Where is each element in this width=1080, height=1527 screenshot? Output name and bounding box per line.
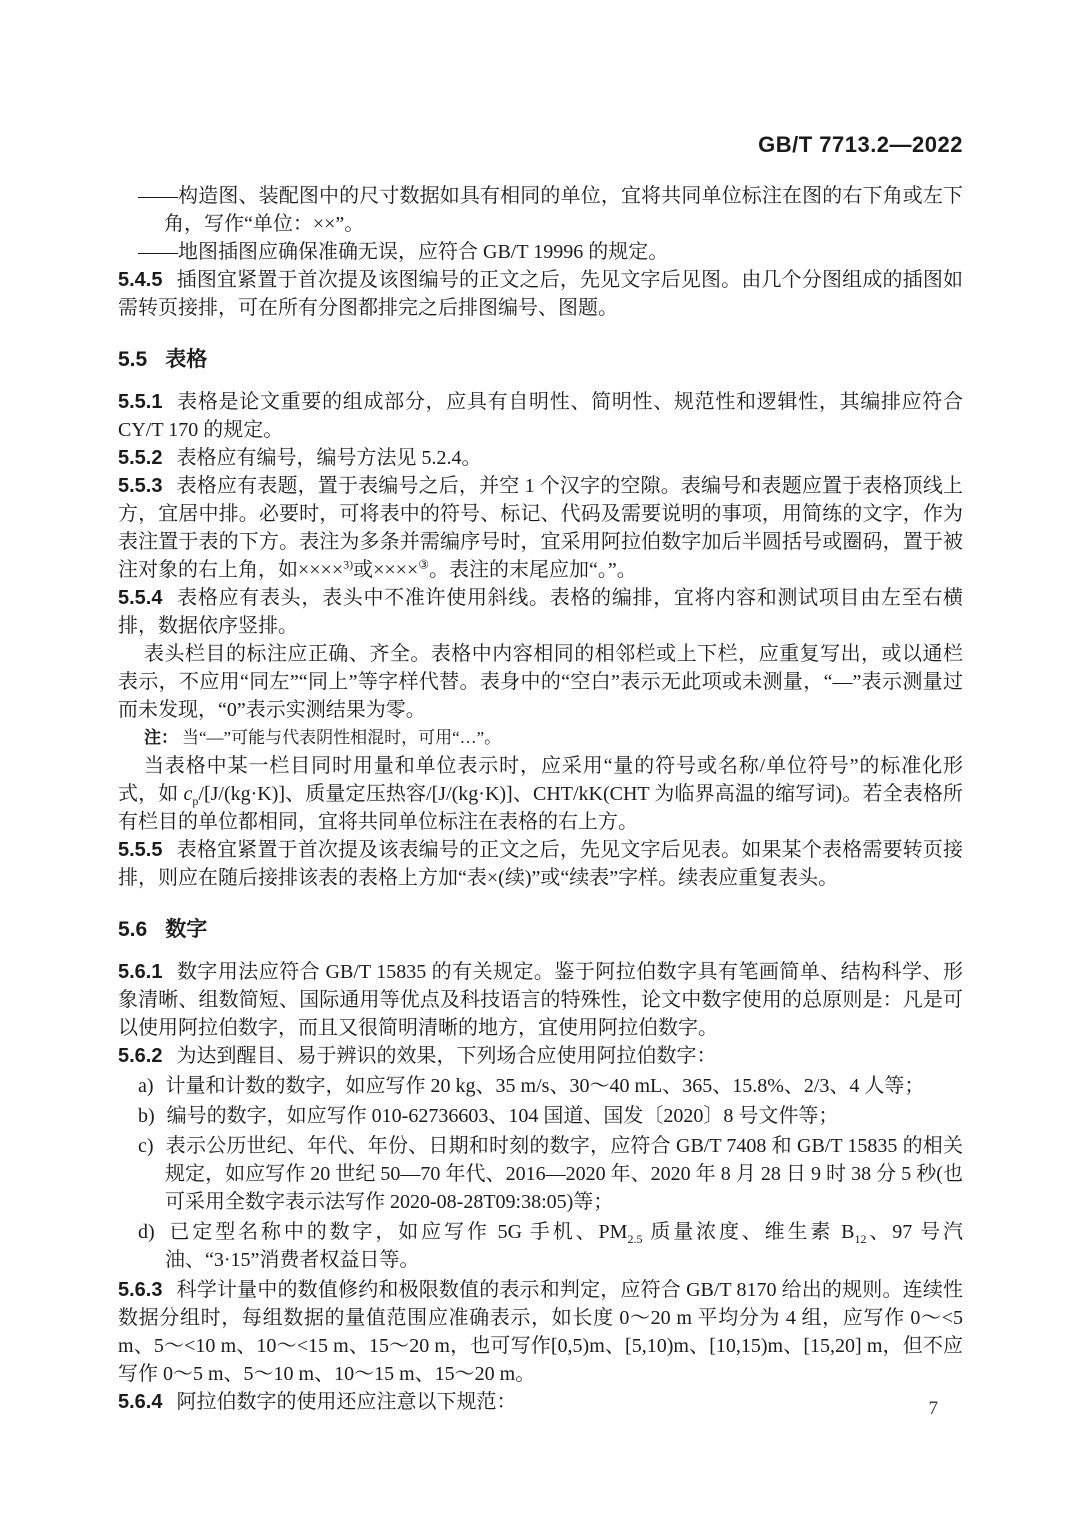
clause-5-6-1 <box>118 958 963 1042</box>
list-item-label: c) <box>138 1135 154 1157</box>
clause-text: 或×××× <box>353 559 419 581</box>
paragraph-table-header-columns: 表头栏目的标注应正确、齐全。表格中内容相同的相邻栏或上下栏，应重复写出，或以通栏表示，不应用“同左”“同上”等字样代替。表身中的“空白”表示无此项或未测量，“—”表示测量过而未发现，“0”表示实测结果为零。 <box>118 643 963 721</box>
quantity-symbol: c <box>183 783 193 805</box>
list-item-text: 计量和计数的数字，如应写作 20 kg、35 m/s、30～40 mL、365、15.8%、2/3、4 人等； <box>165 1075 925 1097</box>
paragraph-text: 当表格中某一栏目同时用量和单位表示时，应采用“量的符号或名称/单位符号”的标准化形式，如 <box>118 755 963 805</box>
clause-5-5-4 <box>118 584 963 640</box>
section-heading-5-6 <box>118 916 963 944</box>
clause-number: 5.6.4 <box>118 1391 163 1413</box>
quantity-subscript: p <box>192 794 199 808</box>
clause-5-5-1 <box>118 388 963 444</box>
clause-text: 科学计量中的数值修约和极限数值的表示和判定，应符合 GB/T 8170 给出的规则。连续性数据分组时，每组数据的量值范围应准确表示，如长度 0～20 m 平均分为 4 组，应写作 0～<5 m、5～<10 m、10～<15 m、15～20 m，也可写作[0,5)m、[5,10)m、[10,15)m、[15,20] m，但不应写作 0～5 m、5～10 m、10～15 m、15～20 m。 <box>118 1279 963 1385</box>
clause-5-5-3 <box>118 472 963 584</box>
paragraph-quantity-units <box>118 752 963 836</box>
section-number: 5.6 <box>118 918 148 941</box>
pm-subscript: 2.5 <box>627 1232 643 1246</box>
note-label: 注： <box>144 728 178 747</box>
clause-5-6-3 <box>118 1276 963 1388</box>
clause-number: 5.5.4 <box>118 587 163 609</box>
note-text: 当“—”可能与代表阴性相混时，可用“…”。 <box>182 728 502 747</box>
page-content <box>118 132 963 1416</box>
dash-mark: —— <box>138 241 178 263</box>
clause-text: 插图宜紧置于首次提及该图编号的正文之后，先见文字后见图。由几个分图组成的插图如需转页接排，可在所有分图都排完之后排图编号、图题。 <box>118 269 963 319</box>
clause-text: 表格应有表头，表头中不准许使用斜线。表格的编排，宜将内容和测试项目由左至右横排，数据依序竖排。 <box>118 587 963 637</box>
clause-text: 。表注的末尾应加“。”。 <box>429 559 637 581</box>
standard-number-header: GB/T 7713.2—2022 <box>758 132 963 157</box>
clause-5-5-5 <box>118 836 963 892</box>
list-item-text: 表示公历世纪、年代、年份、日期和时刻的数字，应符合 GB/T 7408 和 GB/T 15835 的相关规定，如应写作 20 世纪 50—70 年代、2016—2020 年、2020 年 8 月 28 日 9 时 38 分 5 秒(也可采用全数字表示法写作 2020-08-28T09:38:05)等； <box>165 1135 963 1213</box>
section-number: 5.5 <box>118 348 148 371</box>
paragraph-text: /[J/(kg·K)]、质量定压热容/[J/(kg·K)]、CHT/kK(CHT 为临界高温的缩写词)。若全表格所有栏目的单位都相同，宜将共同单位标注在表格的右上方。 <box>118 783 963 833</box>
list-item-text: 质量浓度、维生素 B <box>642 1221 855 1243</box>
clause-5-6-4 <box>118 1388 963 1416</box>
clause-text: 表格应有表题，置于表编号之后，并空 1 个汉字的空隙。表编号和表题应置于表格顶线上方，宜居中排。必要时，可将表中的符号、标记、代码及需要说明的事项，用简练的文字，作为表注置于表的下方。表注为多条并需编序号时，宜采用阿拉伯数字加后半圆括号或圈码，置于被注对象的右上角，如×××× <box>118 475 963 581</box>
dash-item-figure-units <box>118 182 963 238</box>
clause-5-5-2 <box>118 444 963 472</box>
clause-text: 表格是论文重要的组成部分，应具有自明性、简明性、规范性和逻辑性，其编排应符合 CY/T 170 的规定。 <box>118 391 963 441</box>
list-item-text: 编号的数字，如应写作 010-62736603、104 国道、国发〔2020〕8 号文件等； <box>166 1105 839 1127</box>
dash-item-text: 构造图、装配图中的尺寸数据如具有相同的单位，宜将共同单位标注在图的右下角或左下角，写作“单位：××”。 <box>164 185 963 235</box>
clause-5-4-5 <box>118 266 963 322</box>
clause-number: 5.5.5 <box>118 839 163 861</box>
clause-number: 5.6.2 <box>118 1045 163 1067</box>
clause-number: 5.5.2 <box>118 447 163 469</box>
clause-number: 5.5.3 <box>118 475 163 497</box>
list-item-b <box>118 1102 963 1130</box>
clause-text: 表格宜紧置于首次提及该表编号的正文之后，先见文字后见表。如果某个表格需要转页接排，则应在随后接排该表的表格上方加“表×(续)”或“续表”字样。续表应重复表头。 <box>118 839 963 889</box>
clause-text: 数字用法应符合 GB/T 15835 的有关规定。鉴于阿拉伯数字具有笔画简单、结构科学、形象清晰、组数简短、国际通用等优点及科技语言的特殊性，论文中数字使用的总原则是：凡是可以使用阿拉伯数字，而且又很简明清晰的地方，宜使用阿拉伯数字。 <box>118 961 963 1039</box>
vitamin-subscript: 12 <box>854 1232 867 1246</box>
clause-number: 5.5.1 <box>118 391 163 413</box>
list-item-text: 、97 号汽油、“3·15”消费者权益日等。 <box>165 1221 964 1271</box>
clause-text: 为达到醒目、易于辨识的效果，下列场合应使用阿拉伯数字： <box>176 1045 717 1067</box>
dash-item-map-figures <box>118 238 963 266</box>
table-note <box>118 725 963 751</box>
section-heading-5-5 <box>118 346 963 374</box>
list-item-a <box>118 1072 963 1100</box>
clause-text: 阿拉伯数字的使用还应注意以下规范： <box>176 1391 517 1413</box>
list-item-label: d) <box>138 1221 155 1243</box>
clause-number: 5.6.1 <box>118 961 163 983</box>
list-item-text: 已定型名称中的数字，如应写作 5G 手机、PM <box>166 1221 628 1243</box>
page-number: 7 <box>928 1398 938 1419</box>
list-item-d <box>118 1218 963 1274</box>
footnote-superscript: 3) <box>343 557 354 572</box>
section-title: 数字 <box>165 918 208 941</box>
clause-number: 5.4.5 <box>118 269 163 291</box>
list-item-label: b) <box>138 1105 155 1127</box>
clause-number: 5.6.3 <box>118 1279 163 1301</box>
clause-text: 表格应有编号，编号方法见 5.2.4。 <box>176 447 482 469</box>
dash-item-text: 地图插图应确保准确无误，应符合 GB/T 19996 的规定。 <box>178 241 669 263</box>
clause-5-6-2 <box>118 1042 963 1070</box>
list-item-c <box>118 1132 963 1216</box>
circled-number-superscript: ③ <box>418 557 430 572</box>
dash-mark: —— <box>138 185 178 207</box>
section-title: 表格 <box>165 348 208 371</box>
list-item-label: a) <box>138 1075 154 1097</box>
